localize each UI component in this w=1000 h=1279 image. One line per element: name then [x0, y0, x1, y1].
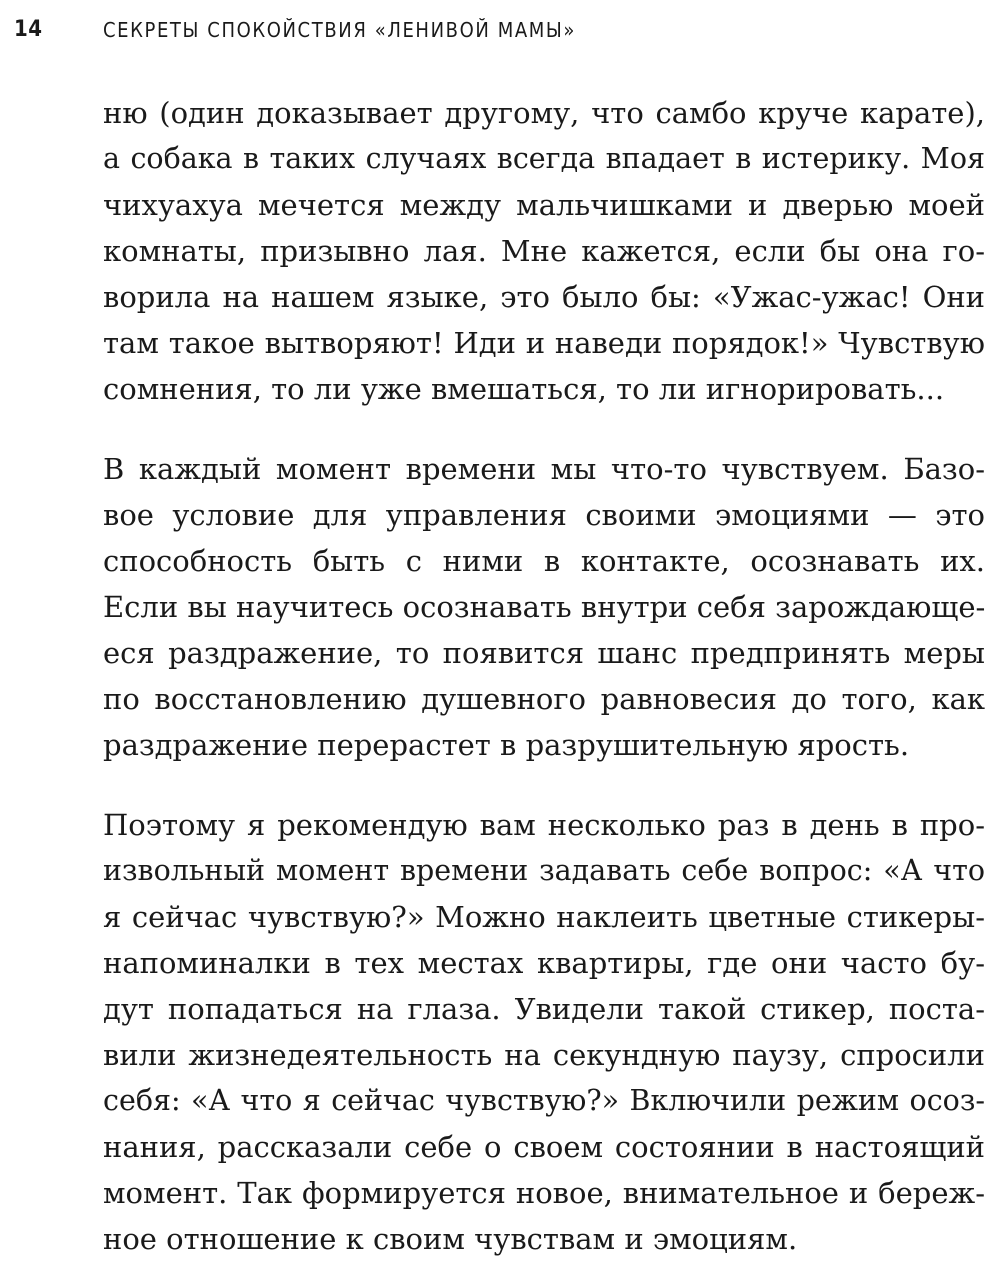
paragraph-2: [103, 446, 985, 768]
text-line: ворила на нашем языке, это было бы: «Ужас-ужас! Они: [103, 280, 985, 314]
text-line: по восстановлению душевного равновесия до того, как: [103, 682, 985, 716]
text-line: извольный момент времени задавать себе вопрос: «А что: [103, 854, 985, 887]
text-line: напоминалки в тех местах квартиры, где они часто бу-: [103, 946, 985, 980]
book-title: СЕКРЕТЫ СПОКОЙСТВИЯ «ЛЕНИВОЙ МАМЫ»: [103, 18, 576, 42]
paragraph-1: [103, 90, 985, 412]
page-number: 14: [14, 17, 43, 42]
text-line: раздражение перерастет в разрушительную ярость.: [103, 728, 910, 762]
text-line: вое условие для управления своими эмоциями — это: [103, 498, 985, 532]
text-line: дут попадаться на глаза. Увидели такой стикер, поста-: [103, 992, 985, 1026]
text-line: я сейчас чувствую?» Можно наклеить цветные стикеры-: [103, 900, 985, 934]
text-line: еся раздражение, то появится шанс предпринять меры: [103, 636, 985, 670]
text-line: способность быть с ними в контакте, осознавать их.: [103, 544, 985, 578]
text-line: нания, рассказали себе о своем состоянии в настоящий: [103, 1130, 985, 1164]
text-line: В каждый момент времени мы что-то чувствуем. Базо-: [103, 452, 985, 486]
paragraph-spacer: [103, 768, 985, 802]
text-line: себя: «А что я сейчас чувствую?» Включили режим осоз-: [103, 1084, 985, 1117]
text-line: Если вы научитесь осознавать внутри себя зарождающе-: [103, 590, 985, 624]
text-line: комнаты, призывно лая. Мне кажется, если бы она го-: [103, 234, 985, 268]
text-line: Поэтому я рекомендую вам несколько раз в день в про-: [103, 808, 985, 842]
text-line: а собака в таких случаях всегда впадает в истерику. Моя: [103, 142, 985, 175]
text-line: сомнения, то ли уже вмешаться, то ли игнорировать...: [103, 372, 945, 406]
text-line: ное отношение к своим чувствам и эмоциям.: [103, 1222, 798, 1256]
text-line: момент. Так формируется новое, внимательное и береж-: [103, 1176, 985, 1210]
text-line: ню (один доказывает другому, что самбо круче карате),: [103, 96, 985, 130]
text-line: там такое вытворяют! Иди и наведи порядок!» Чувствую: [103, 326, 985, 360]
running-head: [0, 14, 1000, 50]
text-line: чихуахуа мечется между мальчишками и дверью моей: [103, 188, 985, 222]
paragraph-3: [103, 802, 985, 1262]
paragraph-spacer: [103, 412, 985, 446]
text-line: вили жизнедеятельность на секундную паузу, спросили: [103, 1038, 985, 1072]
body-text: [103, 90, 985, 1262]
